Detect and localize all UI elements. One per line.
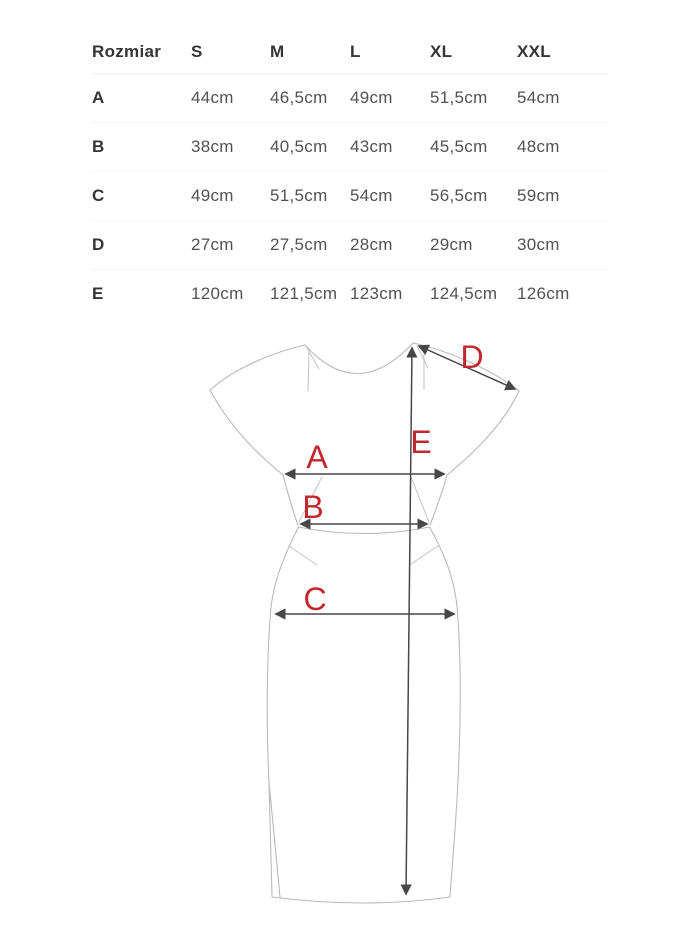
- measurement-labels: [302, 339, 483, 617]
- size-value: 56,5cm: [430, 172, 517, 221]
- size-table-header-xl: XL: [430, 31, 517, 74]
- size-value: 43cm: [350, 123, 430, 172]
- right-bodice-dart: [411, 477, 429, 522]
- right-skirt-dart: [411, 546, 438, 564]
- size-table-header-rozmiar: Rozmiar: [92, 31, 191, 74]
- size-value: 54cm: [517, 74, 608, 123]
- row-label: C: [92, 172, 191, 221]
- size-value: 27cm: [191, 221, 270, 270]
- size-value: 59cm: [517, 172, 608, 221]
- left-skirt-dart: [289, 546, 317, 565]
- size-value: 40,5cm: [270, 123, 350, 172]
- size-value: 28cm: [350, 221, 430, 270]
- size-value: 29cm: [430, 221, 517, 270]
- left-shoulder-seam-mark: [308, 350, 309, 391]
- size-value: 46,5cm: [270, 74, 350, 123]
- measure-label-b: B: [302, 489, 324, 525]
- dress-right-skirt-side: [430, 528, 460, 897]
- measure-label-c: C: [303, 581, 327, 617]
- size-value: 54cm: [350, 172, 430, 221]
- dress-left-shoulder: [210, 345, 305, 390]
- dress-right-bodice-side: [430, 475, 447, 525]
- size-value: 51,5cm: [430, 74, 517, 123]
- dress-outline: [210, 343, 519, 903]
- size-table-header-s: S: [191, 31, 270, 74]
- dress-left-skirt-side: [267, 528, 298, 897]
- measure-label-a: A: [306, 439, 328, 475]
- size-value: 44cm: [191, 74, 270, 123]
- size-value: 49cm: [350, 74, 430, 123]
- dress-left-bodice-side: [283, 475, 298, 525]
- size-value: 51,5cm: [270, 172, 350, 221]
- measure-label-d: D: [460, 339, 484, 375]
- dress-hem: [272, 897, 450, 903]
- size-value: 123cm: [350, 284, 403, 303]
- dress-left-sleeve-edge: [210, 390, 283, 475]
- size-value: 48cm: [517, 123, 608, 172]
- size-table-header-m: M: [270, 31, 350, 74]
- size-value: 30cm: [517, 221, 608, 270]
- size-table-header-l: L: [350, 31, 430, 74]
- size-table-header-xxl: XXL: [517, 31, 608, 74]
- size-value: 126cm: [517, 284, 570, 303]
- size-value: 45,5cm: [430, 123, 517, 172]
- row-label: A: [92, 74, 191, 123]
- size-value: 121,5cm: [270, 284, 338, 303]
- dress-neckline: [305, 343, 413, 374]
- row-label: B: [92, 123, 191, 172]
- measure-label-e: E: [410, 424, 432, 460]
- size-value: 120cm: [191, 284, 244, 303]
- row-label: D: [92, 221, 191, 270]
- row-label: E: [92, 284, 104, 303]
- dress-right-sleeve-edge: [447, 391, 519, 475]
- size-value: 49cm: [191, 172, 270, 221]
- measurement-arrows: [276, 346, 515, 894]
- size-value: 27,5cm: [270, 221, 350, 270]
- size-value: 38cm: [191, 123, 270, 172]
- size-value: 124,5cm: [430, 284, 498, 303]
